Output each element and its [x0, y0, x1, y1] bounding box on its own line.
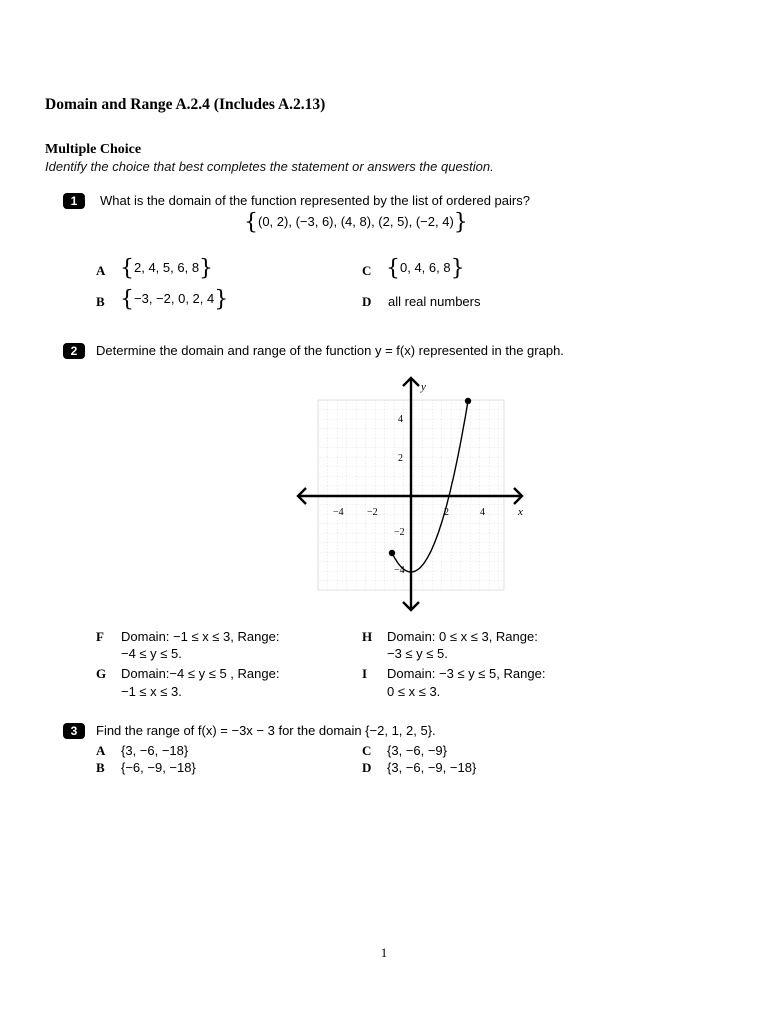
x-tick-label: −2 [367, 507, 378, 518]
question-2-text: Determine the domain and range of the function y = f(x) represented in the graph. [96, 343, 564, 358]
question-number-badge: 3 [63, 723, 85, 739]
option-letter[interactable]: F [96, 629, 104, 644]
question-number-badge: 2 [63, 343, 85, 359]
option-i-line1[interactable]: Domain: −3 ≤ y ≤ 5, Range: [387, 666, 546, 681]
curve-end-point [465, 398, 471, 404]
right-brace: } [453, 210, 468, 235]
right-brace: } [214, 287, 229, 312]
option-h-line1[interactable]: Domain: 0 ≤ x ≤ 3, Range: [387, 629, 538, 644]
option-a-text[interactable] [120, 256, 213, 281]
option-h-line2[interactable]: −3 ≤ y ≤ 5. [387, 646, 448, 661]
left-brace: { [120, 287, 134, 312]
right-brace: } [450, 256, 465, 281]
x-axis-label: x [518, 506, 523, 518]
option-f-line1[interactable]: Domain: −1 ≤ x ≤ 3, Range: [121, 629, 280, 644]
curve-start-point [389, 550, 395, 556]
ordered-pairs-list: (0, 2), (−3, 6), (4, 8), (2, 5), (−2, 4) [258, 214, 454, 229]
y-tick-label: 2 [398, 453, 403, 464]
option-letter[interactable]: B [96, 760, 105, 775]
left-brace: { [120, 256, 134, 281]
y-tick-label: 4 [398, 414, 403, 425]
question-1-ordered-pairs [244, 210, 468, 235]
option-c-text[interactable] [386, 256, 465, 281]
option-value: −3, −2, 0, 2, 4 [134, 291, 215, 306]
x-tick-label: 2 [444, 507, 449, 518]
y-axis-label: y [421, 381, 426, 393]
question-3-text: Find the range of f(x) = −3x − 3 for the domain {−2, 1, 2, 5}. [96, 723, 436, 738]
page-title: Domain and Range A.2.4 (Includes A.2.13) [45, 96, 326, 113]
option-letter[interactable]: D [362, 760, 372, 775]
page-number: 1 [380, 945, 388, 960]
option-c-text[interactable]: {3, −6, −9} [387, 743, 448, 758]
option-letter[interactable]: H [362, 629, 373, 644]
option-letter[interactable]: G [96, 666, 107, 681]
option-letter[interactable]: D [362, 294, 372, 309]
instructions: Identify the choice that best completes the statement or answers the question. [45, 159, 494, 174]
x-tick-label: −4 [333, 507, 344, 518]
x-tick-label: 4 [480, 507, 485, 518]
function-graph [290, 372, 530, 617]
option-letter[interactable]: C [362, 263, 372, 278]
option-value: 2, 4, 5, 6, 8 [134, 260, 200, 275]
option-letter[interactable]: I [362, 666, 368, 681]
option-g-line1[interactable]: Domain:−4 ≤ y ≤ 5 , Range: [121, 666, 280, 681]
question-number-badge: 1 [63, 193, 85, 209]
option-g-line2[interactable]: −1 ≤ x ≤ 3. [121, 684, 182, 699]
right-brace: } [199, 256, 214, 281]
option-d-text[interactable]: {3, −6, −9, −18} [387, 760, 477, 775]
option-b-text[interactable]: {−6, −9, −18} [121, 760, 196, 775]
option-letter[interactable]: A [96, 743, 106, 758]
option-letter[interactable]: A [96, 263, 106, 278]
left-brace: { [244, 210, 258, 235]
section-heading: Multiple Choice [45, 142, 142, 157]
option-letter[interactable]: C [362, 743, 372, 758]
left-brace: { [386, 256, 400, 281]
option-b-text[interactable] [120, 287, 228, 312]
option-letter[interactable]: B [96, 294, 105, 309]
y-tick-label: −2 [394, 527, 405, 538]
option-value: 0, 4, 6, 8 [400, 260, 451, 275]
y-tick-label: −4 [394, 565, 405, 576]
option-d-text[interactable]: all real numbers [388, 294, 481, 309]
option-a-text[interactable]: {3, −6, −18} [121, 743, 189, 758]
option-i-line2[interactable]: 0 ≤ x ≤ 3. [387, 684, 441, 699]
option-f-line2[interactable]: −4 ≤ y ≤ 5. [121, 646, 182, 661]
question-1-text: What is the domain of the function represented by the list of ordered pairs? [100, 193, 530, 208]
